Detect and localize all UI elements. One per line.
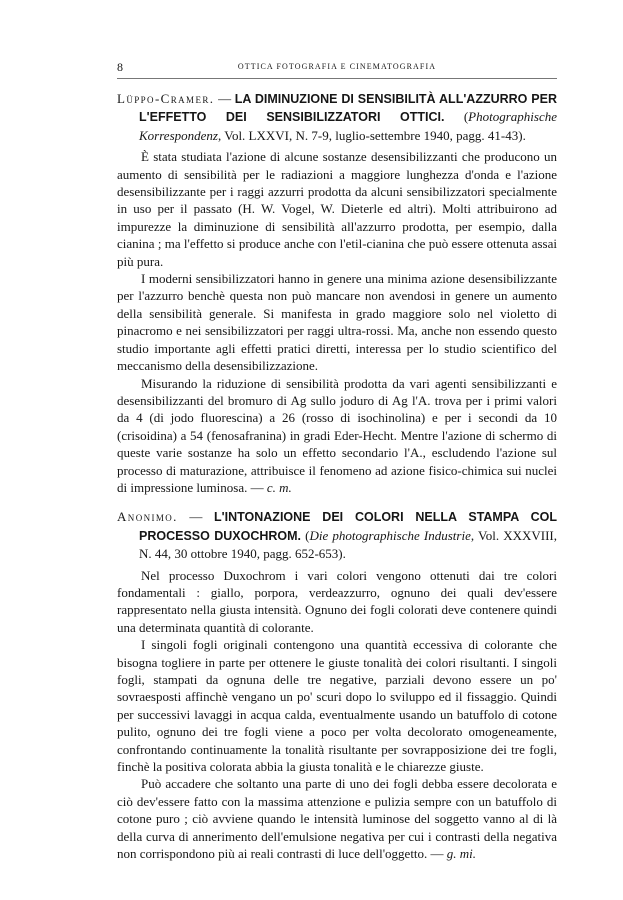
page-number: 8 xyxy=(117,60,123,74)
body-paragraph xyxy=(117,375,557,497)
article-title: LA DIMINUZIONE DI SENSIBILITÀ ALL'AZZURRO PER L'EFFETTO DEI SENSIBILIZZATORI OTTICI. xyxy=(139,92,558,125)
header-rule xyxy=(117,78,557,79)
article-author: Anonimo. xyxy=(117,509,178,525)
body-paragraph: È stata studiata l'azione di alcune sostanze desensibilizzanti che producono un aumento di sensibilità per le radiazioni a maggiore lunghezza d'onda e l'azione desensibilizzante per i raggi azzurri prodotta da alcuni sensibilizzatori specialmente in uso per il passato (H. W. Vogel, W. Dieterle ed altri). Molti attribuirono ad impurezze la diminuzione di sensibilità all'azzurro prodotta, per esempio, dalla cianina ; ma l'effetto si produce anche con l'etil-cianina che può essere ottenuta assai più pura. xyxy=(117,149,557,269)
article-heading xyxy=(117,90,557,144)
paragraph-text: Può accadere che soltanto una parte di uno dei fogli debba essere decolorata e ciò dev'essere fatto con la massima attenzione e pulizia sempre con un batuffolo di cotone puro ; ciò avviene quando le intensità luminose del soggetto vanno al di là della curva di annerimento dell'emulsione negativa per cui i contrasti della negativa non corrispondono più ai reali contrasti di luce dell'oggetto. — xyxy=(117,776,557,862)
article-citation: , Vol. LXXVI, N. 7-9, luglio-settembre 1940, pagg. 41-43). xyxy=(217,127,526,143)
heading-dash: — xyxy=(214,91,235,106)
heading-dash: — xyxy=(177,509,215,525)
body-paragraph xyxy=(117,775,557,862)
article-author: Lüppo-Cramer. xyxy=(117,91,215,106)
body-paragraph: I moderni sensibilizzatori hanno in genere una minima azione desensibilizzante per l'azzurro benchè questa non può mancare non avendosi in genere un aumento della sensibilità generale. Si manifesta in grado maggiore solo nel violetto di pinacromo e nei sensibilizzatori per raggi ultra-rossi. Ma, anche non essendo questo studio importante agli effetti pratici diretti, interessa per lo studio scientifico del meccanismo della desensibilizzazione. xyxy=(117,271,557,374)
review-article-1 xyxy=(117,90,557,496)
source-open: ( xyxy=(301,527,310,543)
page-header xyxy=(117,60,557,74)
source-open: ( xyxy=(444,109,469,125)
article-source: Die photographische Industrie xyxy=(309,527,471,543)
body-paragraph: Nel processo Duxochrom i vari colori vengono ottenuti dai tre colori fondamentali : giallo, porpora, verdeazzurro, ognuno dei quali dev'essere rappresentato nella giusta intensità. Ognuno dei fogli colorati deve contenere quindi una determinata quantità di colorante. xyxy=(117,567,557,635)
article-heading xyxy=(117,508,557,562)
reviewer-signature: g. mi. xyxy=(446,846,477,862)
running-title: OTTICA FOTOGRAFIA E CINEMATOGRAFIA xyxy=(237,62,437,71)
page-content xyxy=(117,90,557,862)
article-title: L'INTONAZIONE DEI COLORI NELLA STAMPA COL PROCESSO DUXOCHROM. xyxy=(139,510,558,543)
body-paragraph: I singoli fogli originali contengono una quantità eccessiva di colorante che bisogna togliere in parte per ottenere le giuste tonalità dei colori risultanti. I singoli fogli, stampati da ognuna delle tre negative, parziali devono essere un po' sovraesposti affinchè vengano un po' scuri dopo lo sviluppo ed il fissaggio. Quindi per successivi lavaggi in acqua calda, eventualmente usando un batuffolo di cotone pulito, ognuno dei tre fogli viene a poco per volta decolorato omogeneamente, confrontando continuamente la tonalità risultante per sovrapposizione dei tre fogli, finchè la positiva colorata abbia la giusta tonalità e le chiarezze giuste. xyxy=(117,637,557,775)
article-citation: , Vol. XXXVIII, N. 44, 30 ottobre 1940, pagg. 652-653). xyxy=(139,527,557,562)
paragraph-text: Misurando la riduzione di sensibilità prodotta da vari agenti sensibilizzanti e desensibilizzanti del bromuro di Ag sullo joduro di Ag l'A. trova per i primi valori da 4 (di jodo fluorescina) a 26 (rosso di isochinolina) e per i secondi da 10 (crisoidina) a 54 (fenosafranina) in gradi Eder-Hecht. Mentre l'azione di schermo di queste varie sostanze ha solo un effetto secondario l'A., escludendo l'azione sul processo di maturazione, attribuisce il fenomeno ad azione fisico-chimica sui nuclei di impressione luminosa. — xyxy=(117,375,557,495)
article-source: Photographische Korrespondenz xyxy=(139,109,557,143)
review-article-2 xyxy=(117,508,557,862)
reviewer-signature: c. m. xyxy=(266,479,292,495)
